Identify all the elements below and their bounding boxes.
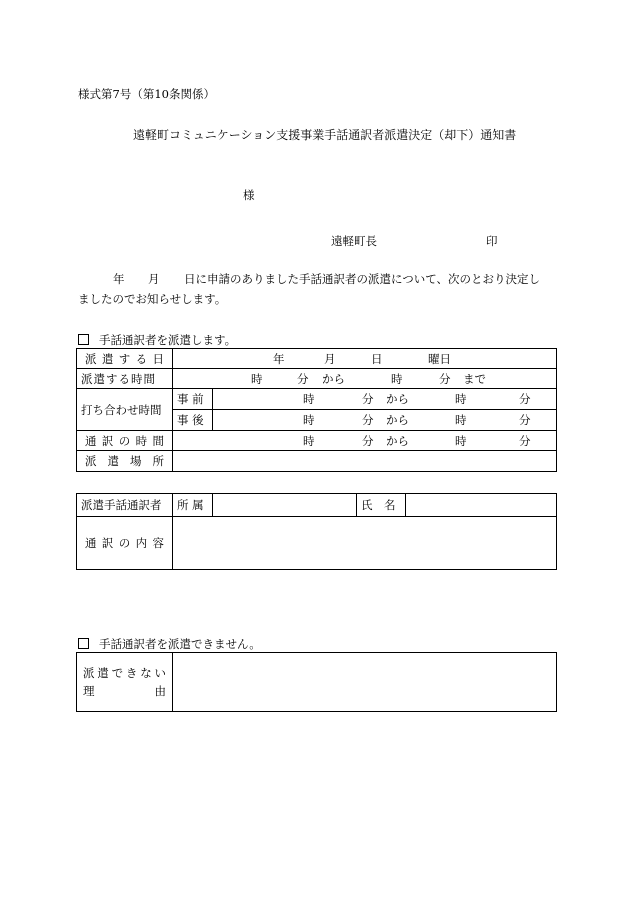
minute-unit: 分 (519, 413, 531, 427)
reject-heading (78, 636, 261, 652)
minute-unit: 分 (519, 433, 531, 448)
approve-checkbox[interactable] (78, 334, 89, 345)
reject-heading-text: 手話通訳者を派遣できません。 (99, 637, 261, 651)
name-value[interactable] (406, 494, 557, 517)
year-unit: 年 (273, 351, 285, 366)
label-char: の (118, 433, 131, 448)
dispatch-time-value[interactable] (173, 369, 557, 389)
minute-unit: 分 (439, 371, 451, 386)
label-char: 通 (85, 433, 97, 448)
content-label (77, 517, 173, 570)
body-month: 月 (148, 272, 160, 286)
label-char: る (135, 351, 148, 366)
day-unit: 日 (371, 351, 383, 366)
minute-unit: 分 (362, 392, 374, 406)
interpreter-row (77, 494, 557, 517)
label-char: 遣 (101, 351, 114, 366)
affiliation-label (173, 494, 213, 517)
label-char: 間 (152, 433, 164, 448)
affiliation-label-text: 所 属 (177, 498, 204, 512)
hour-unit: 時 (303, 413, 315, 427)
minute-unit: 分 (297, 371, 309, 386)
content-value[interactable] (173, 517, 557, 570)
seal-mark: 印 (486, 234, 498, 248)
body-year: 年 (113, 272, 125, 286)
hour-unit: 時 (303, 433, 315, 448)
reject-checkbox[interactable] (78, 638, 89, 649)
dispatch-table (76, 348, 557, 472)
label-char: す (118, 351, 131, 366)
label-char: 派 (83, 666, 95, 680)
interpreter-label-text: 派遣手話通訳者 (81, 498, 162, 512)
meeting-before-row (77, 389, 557, 410)
hour-unit: 時 (455, 392, 467, 406)
name-label (357, 494, 406, 517)
affiliation-value[interactable] (213, 494, 357, 517)
label-char: 遣 (107, 454, 119, 468)
body-line1: 日に申請のありました手話通訳者の派遣について、次のとおり決定し (184, 272, 541, 286)
reject-reason-row (77, 653, 557, 712)
label-char: 由 (154, 684, 166, 698)
meeting-time-label-text: 打ち合わせ時間 (81, 402, 162, 417)
addressee-suffix: 様 (243, 188, 255, 202)
meeting-after-text: 事 後 (177, 413, 204, 427)
minute-unit: 分 (362, 433, 374, 448)
dispatch-time-label-text: 派遣する時間 (81, 371, 156, 386)
reject-reason-label (77, 653, 173, 712)
label-char: 訳 (101, 536, 114, 550)
month-unit: 月 (324, 351, 336, 366)
weekday-unit: 曜日 (428, 351, 451, 366)
minute-unit: 分 (362, 413, 374, 427)
form-id: 様式第7号（第10条関係） (78, 87, 215, 101)
hour-unit: 時 (455, 413, 467, 427)
label-char: 通 (85, 536, 97, 550)
meeting-before-value[interactable] (213, 389, 557, 410)
label-char: の (118, 536, 131, 550)
approve-heading-text: 手話通訳者を派遣します。 (99, 333, 237, 347)
reject-table (76, 652, 557, 712)
interpreter-label (77, 494, 173, 517)
dispatch-date-label (77, 349, 173, 369)
dispatch-date-row (77, 349, 557, 369)
label-char: 理 (83, 684, 95, 698)
label-char: 派 (85, 454, 97, 468)
content-row (77, 517, 557, 570)
label-char: で (111, 666, 124, 680)
hour-unit: 時 (303, 392, 315, 406)
minute-unit: 分 (519, 392, 531, 406)
reject-reason-value[interactable] (173, 653, 557, 712)
label-char: 場 (130, 454, 142, 468)
until-word: まで (463, 371, 486, 386)
label-char: 所 (152, 454, 164, 468)
dispatch-place-row (77, 451, 557, 472)
approve-heading (78, 332, 236, 348)
interpret-time-label (77, 431, 173, 451)
from-word: から (322, 371, 345, 386)
body-line2: ましたのでお知らせします。 (78, 292, 227, 306)
from-word: から (386, 433, 409, 448)
label-char: な (140, 666, 152, 680)
label-char: 派 (85, 351, 97, 366)
dispatch-time-row (77, 369, 557, 389)
from-word: から (386, 413, 409, 427)
hour-unit: 時 (251, 371, 263, 386)
dispatch-time-label (77, 369, 173, 389)
dispatch-place-label (77, 451, 173, 472)
meeting-after-value[interactable] (213, 410, 557, 431)
interpret-time-row (77, 431, 557, 451)
label-char: 容 (152, 536, 164, 550)
meeting-after-label (173, 410, 213, 431)
label-char: 遣 (97, 666, 109, 680)
label-char: き (125, 666, 138, 680)
issuer-name: 遠軽町長 (331, 234, 377, 248)
meeting-before-text: 事 前 (177, 392, 204, 406)
name-label-text: 氏 名 (361, 498, 396, 512)
label-char: 訳 (101, 433, 114, 448)
meeting-before-label (173, 389, 213, 410)
dispatch-place-value[interactable] (173, 451, 557, 472)
hour-unit: 時 (391, 371, 403, 386)
dispatch-date-value[interactable] (173, 349, 557, 369)
interpret-time-value[interactable] (173, 431, 557, 451)
meeting-time-label (77, 389, 173, 431)
hour-unit: 時 (455, 433, 467, 448)
label-char: 時 (135, 433, 148, 448)
label-char: い (154, 666, 166, 680)
interpreter-table (76, 493, 557, 570)
from-word: から (386, 392, 409, 406)
document-title: 遠軽町コミュニケーション支援事業手話通訳者派遣決定（却下）通知書 (133, 128, 517, 142)
label-char: 内 (135, 536, 148, 550)
label-char: 日 (152, 351, 164, 366)
